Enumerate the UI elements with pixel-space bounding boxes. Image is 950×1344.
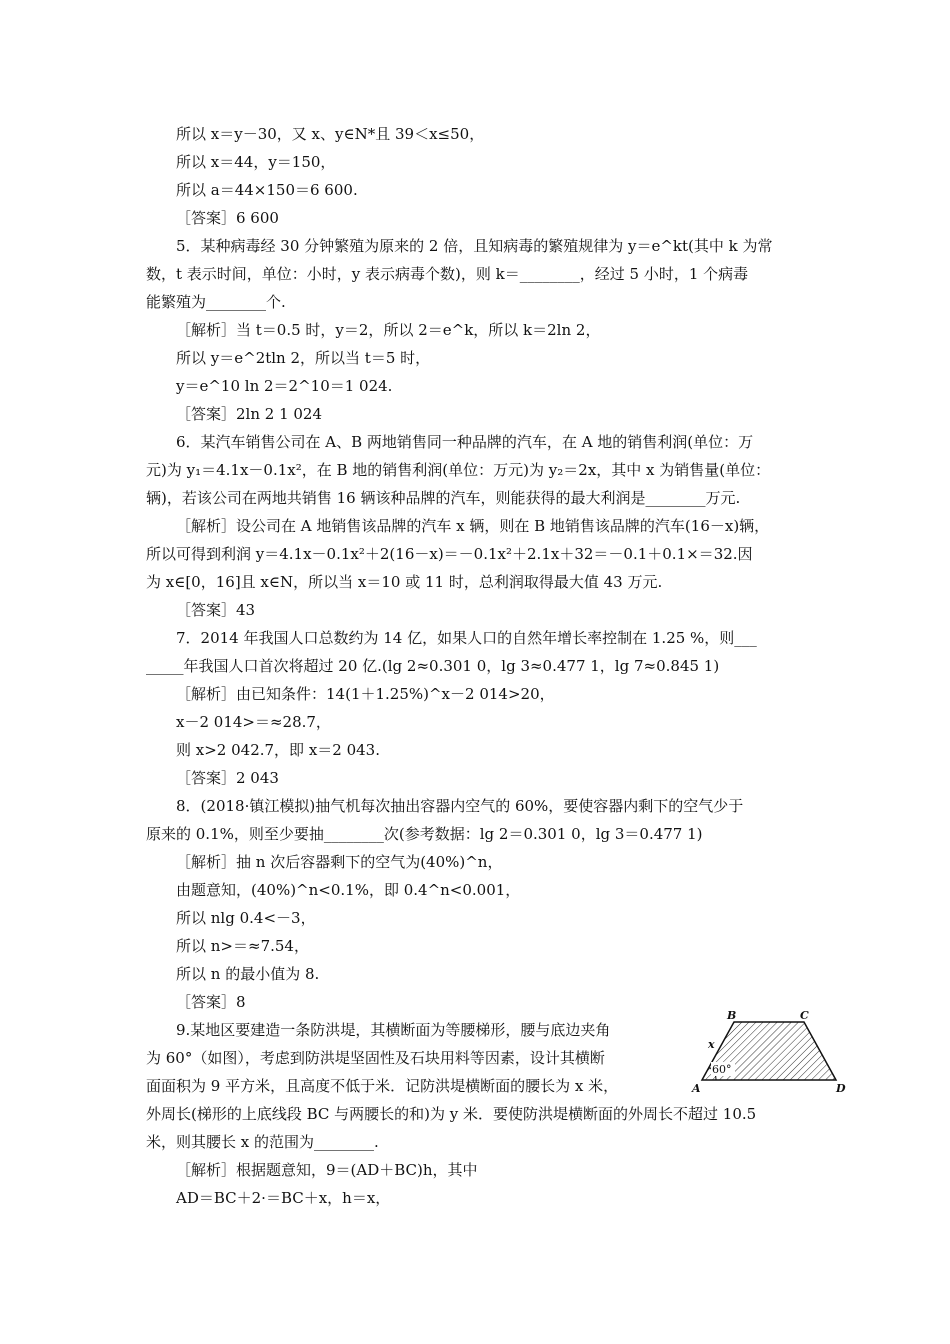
analysis-line: ［解析］设公司在 A 地销售该品牌的汽车 x 辆，则在 B 地销售该品牌的汽车(16－x)辆，	[176, 517, 770, 535]
text-line: 辆)，若该公司在两地共销售 16 辆该种品牌的汽车，则能获得的最大利润是________万元.	[146, 489, 741, 507]
text-line: 所以 n>＝≈7.54，	[176, 937, 309, 955]
text-line: 数，t 表示时间，单位：小时，y 表示病毒个数)，则 k＝________，经过 5 小时，1 个病毒	[146, 265, 749, 283]
text-line: 米，则其腰长 x 的范围为________.	[146, 1133, 379, 1151]
text-line: 原来的 0.1%，则至少要抽________次(参考数据：lg 2＝0.301 0，lg 3＝0.477 1)	[146, 825, 703, 843]
text-line: 则 x>2 042.7，即 x＝2 043.	[176, 741, 380, 759]
text-line: 所以 nlg 0.4<－3，	[176, 909, 316, 927]
question-6: 6．某汽车销售公司在 A、B 两地销售同一种品牌的汽车，在 A 地的销售利润(单位：万	[176, 433, 754, 451]
text-line: 元)为 y₁＝4.1x－0.1x²，在 B 地的销售利润(单位：万元)为 y₂＝2x，其中 x 为销售量(单位：	[146, 461, 771, 479]
text-line: 为 x∈[0，16]且 x∈N，所以当 x＝10 或 11 时，总利润取得最大值 43 万元.	[146, 573, 663, 591]
answer-line: ［答案］2ln 2 1 024	[176, 405, 323, 423]
question-9: 9.某地区要建造一条防洪堤，其横断面为等腰梯形，腰与底边夹角	[176, 1021, 611, 1039]
text-line: y＝e^10 ln 2＝2^10＝1 024.	[176, 377, 393, 395]
answer-line: ［答案］6 600	[176, 209, 279, 227]
text-line: 所以 y＝e^2tln 2，所以当 t＝5 时，	[176, 349, 431, 367]
side-label-x: x	[708, 1038, 715, 1051]
trapezoid-figure	[690, 1010, 850, 1100]
question-5: 5．某种病毒经 30 分钟繁殖为原来的 2 倍，且知病毒的繁殖规律为 y＝e^kt(其中 k 为常	[176, 237, 773, 255]
text-line: 所以 a＝44×150＝6 600.	[176, 181, 358, 199]
analysis-line: ［解析］由已知条件：14(1＋1.25%)^x－2 014>20，	[176, 685, 555, 703]
text-line: 面面积为 9 平方米，且高度不低于米．记防洪堤横断面的腰长为 x 米，	[146, 1077, 619, 1095]
vertex-label-b: B	[727, 1010, 737, 1022]
angle-label: 60°	[712, 1063, 732, 1076]
text-line: AD＝BC＋2·＝BC＋x，h＝x，	[176, 1189, 391, 1207]
text-line: 所以 n 的最小值为 8.	[176, 965, 320, 983]
text-line: 所以 x＝y－30，又 x、y∈N*且 39＜x≤50，	[176, 125, 485, 143]
analysis-line: ［解析］抽 n 次后容器剩下的空气为(40%)^n，	[176, 853, 503, 871]
vertex-label-a: A	[692, 1082, 701, 1095]
answer-line: ［答案］8	[176, 993, 246, 1011]
analysis-line: ［解析］当 t＝0.5 时，y＝2，所以 2＝e^k，所以 k＝2ln 2，	[176, 321, 601, 339]
analysis-line: ［解析］根据题意知，9＝(AD＋BC)h，其中	[176, 1161, 478, 1179]
question-7: 7．2014 年我国人口总数约为 14 亿，如果人口的自然年增长率控制在 1.25 %，则___	[176, 629, 757, 647]
text-line: _____年我国人口首次将超过 20 亿.(lg 2≈0.301 0，lg 3≈0.477 1，lg 7≈0.845 1)	[146, 657, 720, 675]
text-line: 所以可得到利润 y＝4.1x－0.1x²＋2(16－x)＝－0.1x²＋2.1x＋32＝－0.1＋0.1×＝32.因	[146, 545, 753, 563]
vertex-label-c: C	[800, 1010, 809, 1022]
text-line: 所以 x＝44，y＝150，	[176, 153, 336, 171]
text-line: 外周长(梯形的上底线段 BC 与两腰长的和)为 y 米．要使防洪堤横断面的外周长不超过 10.5	[146, 1105, 757, 1123]
text-line: 为 60°（如图），考虑到防洪堤坚固性及石块用料等因素，设计其横断	[146, 1049, 605, 1067]
question-8: 8．(2018·镇江模拟)抽气机每次抽出容器内空气的 60%，要使容器内剩下的空气少于	[176, 797, 744, 815]
text-line: 能繁殖为________个.	[146, 293, 286, 311]
answer-line: ［答案］43	[176, 601, 256, 619]
vertex-label-d: D	[836, 1082, 846, 1095]
text-line: x－2 014>＝≈28.7，	[176, 713, 331, 731]
answer-line: ［答案］2 043	[176, 769, 279, 787]
text-line: 由题意知，(40%)^n<0.1%，即 0.4^n<0.001，	[176, 881, 521, 899]
